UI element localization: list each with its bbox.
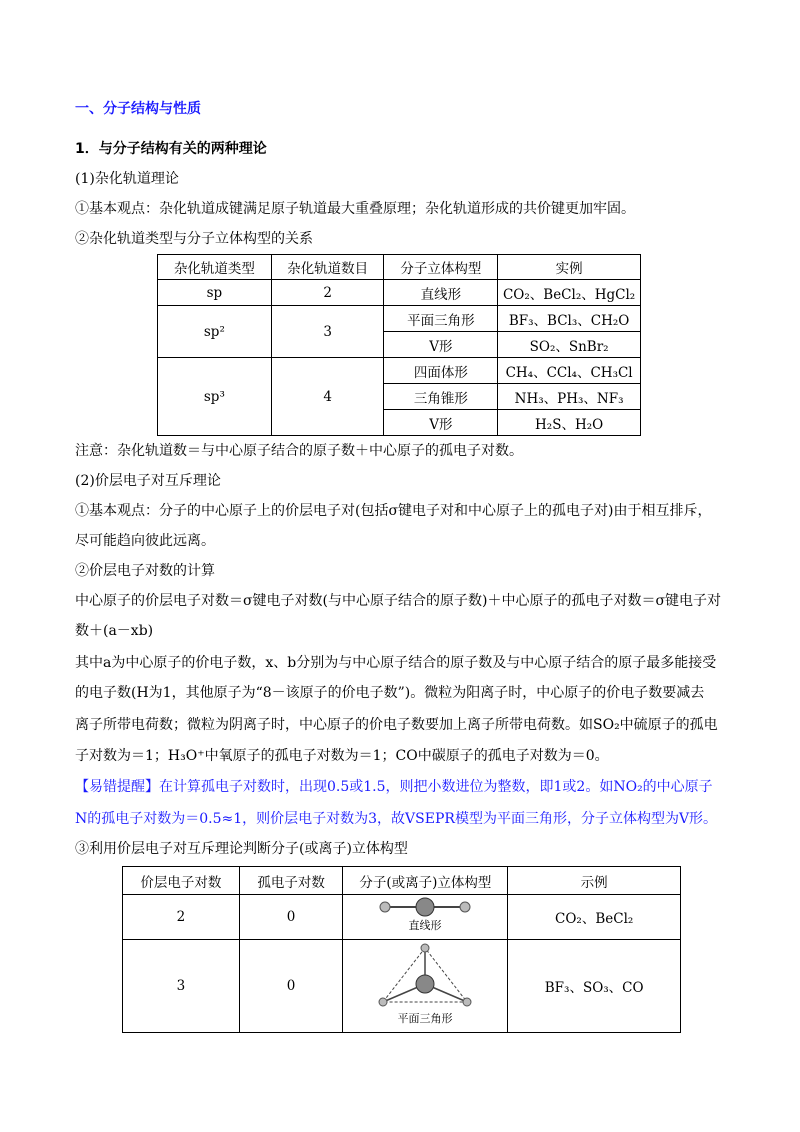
linear-figure-cell [343,895,508,940]
table-cell: 0 [239,940,343,1033]
table-cell: 2 [123,895,240,940]
para-where-b: 的电子数(H为1，其他原子为“8－该原子的价电子数”)。微粒为阳离子时，中心原子的价电子数要减去 [75,685,705,701]
linear-molecule-figure [365,895,485,935]
para-calc-title: ②价层电子对数的计算 [75,563,215,579]
header-cell: 杂化轨道数目 [271,255,384,280]
figure-label: 直线形 [408,919,442,932]
header-cell: 杂化轨道类型 [158,255,272,280]
para-where-c: 离子所带电荷数；微粒为阴离子时，中心原子的价电子数要加上离子所带电荷数。如SO₂中硫原子的孤电 [75,717,718,733]
para-vsepr-title: (2)价层电子对互斥理论 [75,473,221,489]
header-cell: 价层电子对数 [123,867,240,895]
para-formula-b: 数＋(a－xb) [75,623,154,639]
table-cell: 四面体形 [384,358,498,384]
table-cell: sp² [158,306,272,358]
para-basic-2b: 尽可能趋向彼此远离。 [75,533,215,549]
para-relation: ②杂化轨道类型与分子立体构型的关系 [75,231,313,247]
subsection-title: 1．与分子结构有关的两种理论 [75,141,267,157]
table-cell: sp³ [158,358,272,436]
figure-label: 平面三角形 [397,1012,453,1025]
para-basic-1: ①基本观点：杂化轨道成键满足原子轨道最大重叠原理；杂化轨道形成的共价键更加牢固。 [75,201,635,217]
trigonal-planar-figure [365,940,485,1028]
hybrid-table [157,254,641,436]
para-formula-a: 中心原子的价层电子对数＝σ键电子对数(与中心原子结合的原子数)＋中心原子的孤电子对数＝σ键电子对 [75,593,722,609]
para-judge: ③利用价层电子对互斥理论判断分子(或离子)立体构型 [75,841,408,857]
table-cell: CH₄、CCl₄、CH₃Cl [498,358,641,384]
header-cell: 示例 [508,867,681,895]
header-cell: 实例 [498,255,641,280]
header-cell: 分子(或离子)立体构型 [343,867,508,895]
header-cell: 分子立体构型 [384,255,498,280]
section-heading: 一、分子结构与性质 [75,101,201,117]
table-cell: H₂S、H₂O [498,410,641,436]
table-cell: V形 [384,410,498,436]
header-cell: 孤电子对数 [239,867,343,895]
tip-line-b: N的孤电子对数为＝0.5≈1，则价层电子对数为3，故VSEPR模型为平面三角形，分子立体构型为V形。 [75,811,718,827]
para-hybrid-title: (1)杂化轨道理论 [75,171,179,187]
table-cell: SO₂、SnBr₂ [498,332,641,358]
para-basic-2a: ①基本观点：分子的中心原子上的价层电子对(包括σ键电子对和中心原子上的孤电子对)由于相互排斥， [75,503,712,519]
vsepr-table [122,866,681,1033]
table-cell: CO₂、BeCl₂、HgCl₂ [498,280,641,306]
table-cell: BF₃、SO₃、CO [508,940,681,1033]
table-cell: BF₃、BCl₃、CH₂O [498,306,641,332]
table-cell: 3 [271,306,384,358]
para-where-d: 子对数为＝1；H₃O⁺中氧原子的孤电子对数为＝1；CO中碳原子的孤电子对数为＝0。 [75,748,609,764]
table-cell: CO₂、BeCl₂ [508,895,681,940]
table-cell: 直线形 [384,280,498,306]
tip-line-a: 【易错提醒】在计算孤电子对数时，出现0.5或1.5，则把小数进位为整数，即1或2。如NO₂的中心原子 [75,779,713,795]
table-cell: NH₃、PH₃、NF₃ [498,384,641,410]
table-cell: 三角锥形 [384,384,498,410]
table-cell: 4 [271,358,384,436]
table-cell: V形 [384,332,498,358]
table-cell: 3 [123,940,240,1033]
para-where-a: 其中a为中心原子的价电子数，x、b分别为与中心原子结合的原子数及与中心原子结合的原子最多能接受 [75,655,717,671]
table-cell: sp [158,280,272,306]
table-cell: 0 [239,895,343,940]
table-cell: 2 [271,280,384,306]
note-text: 注意：杂化轨道数＝与中心原子结合的原子数＋中心原子的孤电子对数。 [75,443,523,459]
trigonal-figure-cell [343,940,508,1033]
table-cell: 平面三角形 [384,306,498,332]
